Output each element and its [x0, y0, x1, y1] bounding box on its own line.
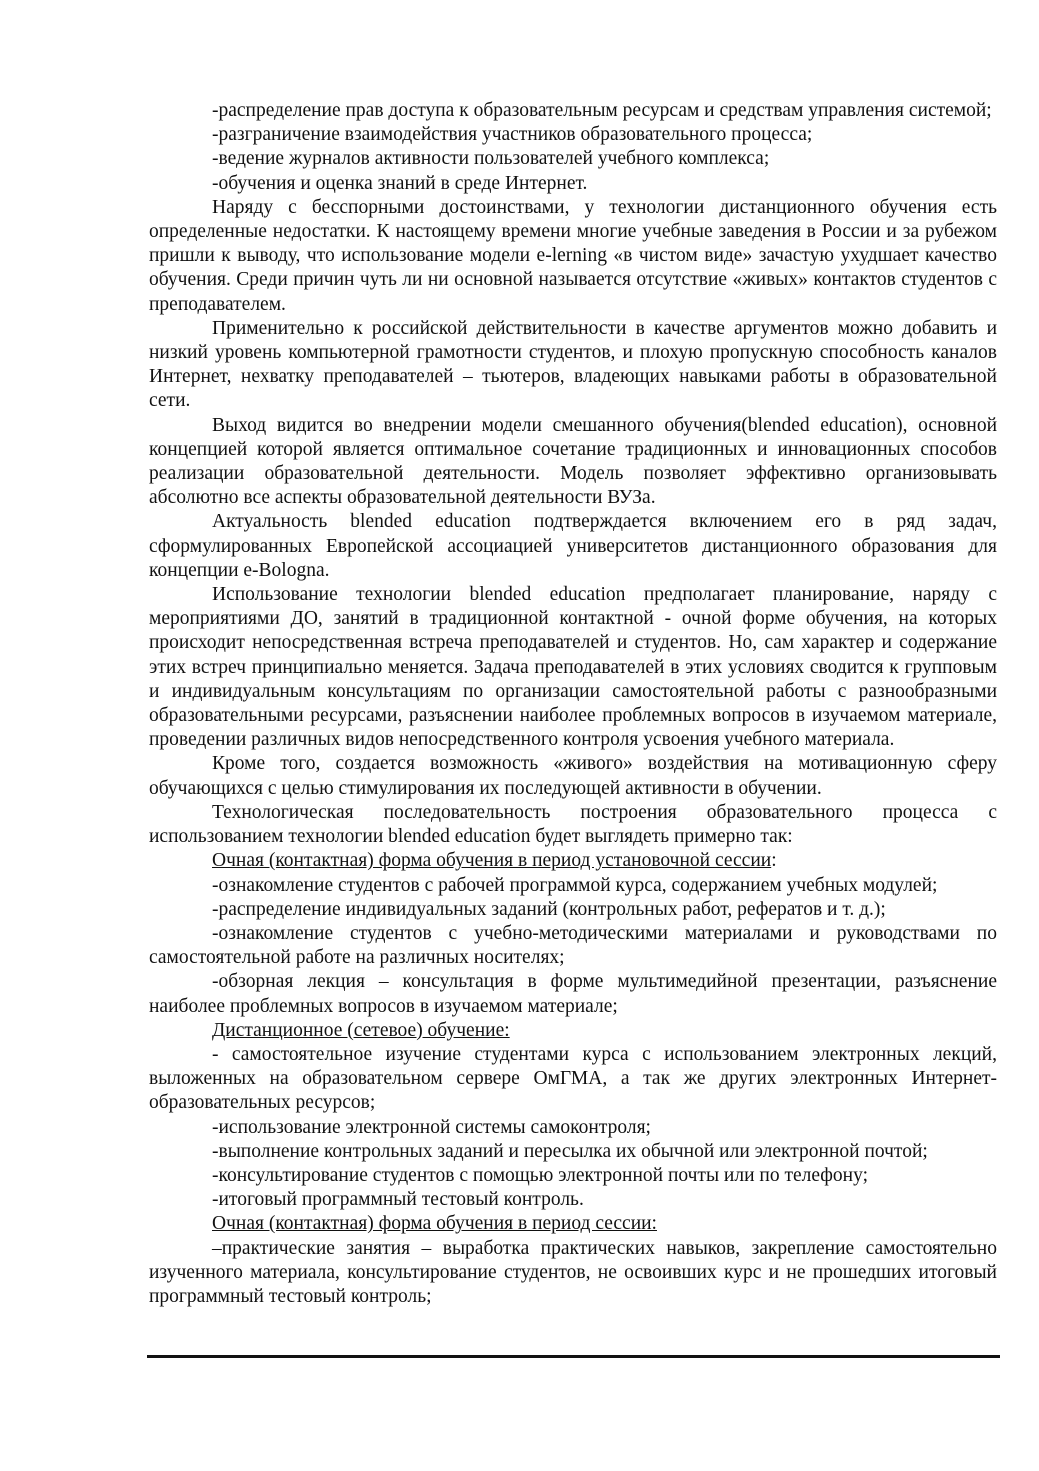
paragraph: Наряду с бесспорными достоинствами, у технологии дистанционного обучения есть определенные недостатки. К настоящему времени многие учебные заведения в России и за рубежом пришли к выводу, что использование модели e-lerning «в чистом виде» зачастую ухудшает качество обучения. Среди причин чуть ли ни основной называется отсутствие «живых» контактов студентов с преподавателем. [149, 196, 997, 315]
section-heading [149, 1212, 997, 1236]
section-heading [149, 849, 997, 873]
list-item: -ознакомление студентов с учебно-методическими материалами и руководствами по самостоятельной работе на различных носителях; [149, 922, 997, 969]
footer-rule [147, 1355, 1000, 1358]
list-item: -использование электронной системы самоконтроля; [212, 1116, 651, 1138]
paragraph: Применительно к российской действительности в качестве аргументов можно добавить и низкий уровень компьютерной грамотности студентов, и плохую пропускную способность каналов Интернет, нехватку преподавателей – тьютеров, владеющих навыками работы в образовательной сети. [149, 317, 997, 412]
list-item: -распределение индивидуальных заданий (контрольных работ, рефератов и т. д.); [212, 898, 886, 920]
paragraph: -распределение прав доступа к образовательным ресурсам и средствам управления системой; [212, 100, 992, 121]
paragraph: Выход видится во внедрении модели смешанного обучения(blended education), основной концепцией которой является оптимальное сочетание традиционных и инновационных способов реализации образовательной деятельности. Модель позволяет эффективно организовывать абсолютно все аспекты образовательной деятельности ВУЗа. [149, 414, 997, 509]
list-item: -итоговый программный тестовый контроль. [212, 1189, 584, 1211]
list-item: -консультирование студентов с помощью электронной почты или по телефону; [212, 1164, 869, 1186]
paragraph: Кроме того, создается возможность «живого» воздействия на мотивационную сферу обучающихся с целью стимулирования их последующей активности в обучении. [149, 753, 997, 799]
paragraph: -разграничение взаимодействия участников образовательного процесса; [212, 124, 813, 146]
document-body [149, 99, 997, 1309]
paragraph: Использование технологии blended education предполагает планирование, наряду с мероприятиями ДО, занятий в традиционной контактной - очной форме обучения, на которых происходит непосредственная встреча преподавателей и студентов. Но, сам характер и содержание этих встреч принципиально меняется. Задача преподавателей в этих условиях сводится к групповым и индивидуальным консультациям по организации самостоятельной работы с разнообразными образовательными ресурсами, разъяснении наиболее проблемных вопросов в изучаемом материале, проведении различных видов непосредственного контроля усвоения учебного материала. [149, 584, 997, 751]
section-heading-text: Дистанционное (сетевое) обучение: [212, 1019, 510, 1041]
list-item: - самостоятельное изучение студентами курса с использованием электронных лекций, выложенных на образовательном сервере ОмГМА, а так же других электронных Интернет-образовательных ресурсов; [149, 1043, 997, 1114]
list-item: -обзорная лекция – консультация в форме мультимедийной презентации, разъяснение наиболее проблемных вопросов в изучаемом материале; [149, 971, 997, 1017]
paragraph: -обучения и оценка знаний в среде Интернет. [212, 172, 588, 194]
paragraph: Актуальность blended education подтверждается включением его в ряд задач, сформулированных Европейской ассоциацией университетов дистанционного образования для концепции e-Bologna. [149, 511, 997, 581]
list-item: –практические занятия – выработка практических навыков, закрепление самостоятельно изученного материала, консультирование студентов, не освоивших курс и не прошедших итоговый программный тестовый контроль; [149, 1237, 997, 1307]
paragraph: -ведение журналов активности пользователей учебного комплекса; [212, 148, 770, 170]
section-heading-text: Очная (контактная) форма обучения в период сессии: [212, 1213, 657, 1235]
section-heading-text: Очная (контактная) форма обучения в период установочной сессии [212, 850, 772, 872]
section-heading-suffix: : [771, 850, 777, 872]
section-heading [149, 1019, 997, 1043]
list-item: -ознакомление студентов с рабочей программой курса, содержанием учебных модулей; [212, 874, 938, 896]
paragraph: Технологическая последовательность построения образовательного процесса с использованием технологии blended education будет выглядеть примерно так: [149, 801, 997, 848]
list-item: -выполнение контрольных заданий и пересылка их обычной или электронной почтой; [212, 1140, 928, 1162]
